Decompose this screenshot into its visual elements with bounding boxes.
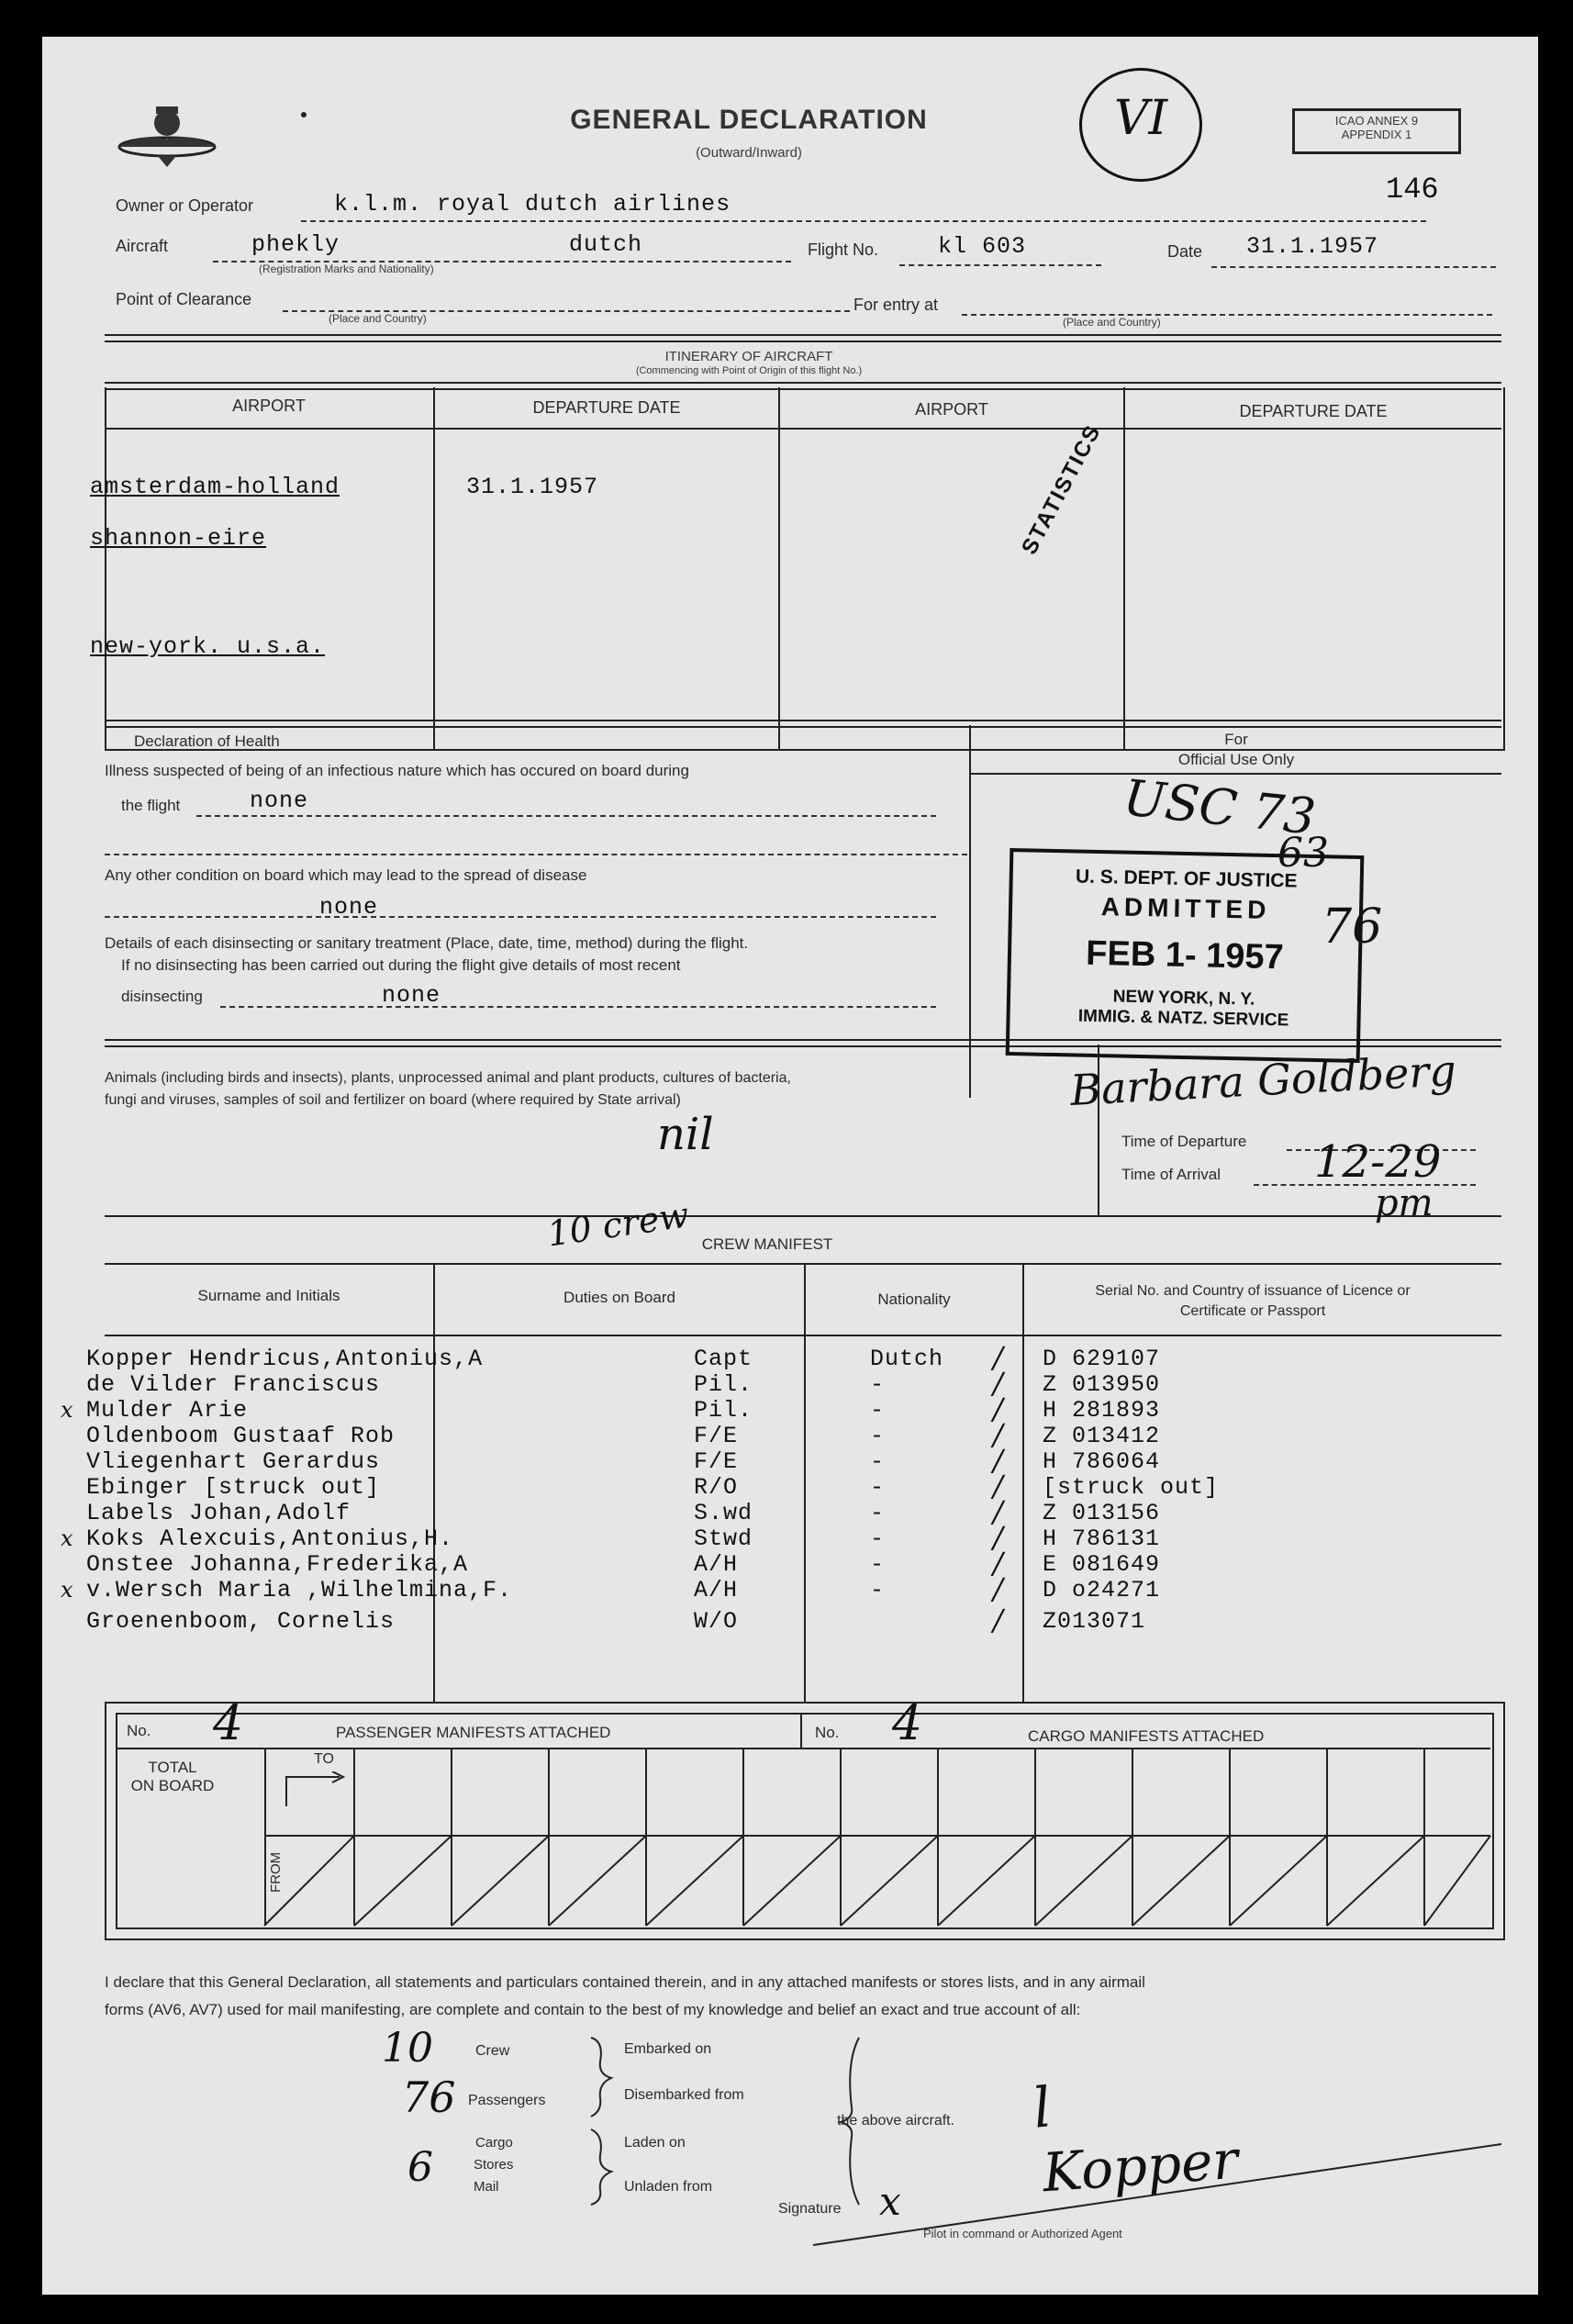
laden-label: Laden on: [624, 2135, 686, 2151]
crew-nationality: -: [870, 1577, 886, 1603]
crew-duty: A/H: [694, 1551, 739, 1578]
to-label: TO: [314, 1751, 334, 1767]
declaration-text-2: forms (AV6, AV7) used for mail manifesting, are complete and contain to the best of my knowledge and belief an exact and true account of all:: [105, 2001, 1081, 2018]
official-handwritten-code-2: 63: [1277, 830, 1329, 877]
crew-row: [42, 1603, 1538, 1637]
official-use-label-1: For: [1224, 731, 1248, 748]
embarked-label: Embarked on: [624, 2041, 712, 2057]
crew-count: 10: [382, 2025, 433, 2072]
health-title: Declaration of Health: [134, 732, 280, 750]
crew-nationality: -: [870, 1397, 886, 1424]
mail-count: 6: [407, 2144, 433, 2191]
passenger-manifests-label: PASSENGER MANIFESTS ATTACHED: [336, 1724, 611, 1741]
crew-manifest-title: CREW MANIFEST: [701, 1235, 833, 1253]
crew-duty: S.wd: [694, 1500, 753, 1526]
grid-diagonal-line: [264, 1836, 354, 1926]
unladen-label: Unladen from: [624, 2179, 713, 2195]
aircraft-nationality: dutch: [569, 231, 643, 258]
crew-col-nationality: Nationality: [877, 1290, 951, 1308]
crew-duty: R/O: [694, 1474, 739, 1501]
crew-name: Groenenboom, Cornelis: [86, 1608, 396, 1635]
crew-name: Mulder Arie: [86, 1397, 249, 1424]
health-q3-line-3: disinsecting: [121, 988, 203, 1005]
time-of-arrival-label: Time of Arrival: [1121, 1166, 1222, 1183]
itinerary-airport-3: new-york. u.s.a.: [90, 633, 326, 660]
health-answer-3: none: [382, 982, 441, 1009]
crew-row: [42, 1366, 1538, 1401]
health-q4-line-2: fungi and viruses, samples of soil and fertilizer on board (where required by State arrival): [105, 1092, 681, 1108]
itinerary-airport-1: amsterdam-holland: [90, 474, 340, 500]
cargo-count-label: Cargo: [475, 2135, 513, 2151]
crew-name: Ebinger [struck out]: [86, 1474, 381, 1501]
crew-row: [42, 1520, 1538, 1555]
crew-count-label: Crew: [475, 2043, 510, 2059]
flight-label: Flight No.: [808, 240, 879, 259]
health-q1: Illness suspected of being of an infectious nature which has occured on board during: [105, 762, 689, 779]
circled-mark: VI: [1079, 68, 1202, 182]
time-of-arrival-suffix: pm: [1375, 1182, 1434, 1224]
crew-handwritten-note: 10 crew: [544, 1194, 692, 1255]
manifest-grid: [116, 1748, 1492, 1927]
grid-diagonal-line: [743, 1836, 841, 1926]
crew-row: [42, 1340, 1538, 1375]
crew-tick-mark: /: [993, 1366, 1003, 1401]
crew-col-name: Surname and Initials: [197, 1287, 340, 1304]
crew-name: Kopper Hendricus,Antonius,A: [86, 1346, 484, 1372]
crew-serial: Z013071: [1043, 1608, 1146, 1635]
crew-tick-mark: /: [993, 1494, 1003, 1529]
grid-diagonal-line: [549, 1836, 646, 1926]
passenger-no-label: No.: [127, 1722, 151, 1739]
crew-duty: Pil.: [694, 1371, 753, 1398]
crew-serial: H 281893: [1043, 1397, 1161, 1424]
crew-nationality: -: [870, 1525, 886, 1552]
itinerary-col-airport-2: AIRPORT: [915, 400, 988, 419]
crew-duty: F/E: [694, 1423, 739, 1449]
crew-serial: Z 013950: [1043, 1371, 1161, 1398]
mail-count-label: Mail: [474, 2179, 499, 2195]
time-of-departure-label: Time of Departure: [1121, 1133, 1247, 1150]
crew-duty: Pil.: [694, 1397, 753, 1424]
declaration-brace-icon: [586, 2034, 622, 2208]
crew-tick-mark: /: [993, 1571, 1003, 1606]
itinerary-subtitle: (Commencing with Point of Origin of this flight No.): [635, 365, 863, 376]
grid-diagonal-line: [452, 1836, 549, 1926]
owner-label: Owner or Operator: [116, 196, 254, 215]
grid-diagonal-line: [1035, 1836, 1132, 1926]
immigration-admitted-stamp: U. S. DEPT. OF JUSTICE ADMITTED FEB 1- 1957 NEW YORK, N. Y. IMMIG. & NATZ. SERVICE: [1006, 848, 1365, 1063]
crew-serial: [struck out]: [1043, 1474, 1220, 1501]
ink-dot: [301, 112, 307, 117]
crew-row: [42, 1443, 1538, 1478]
crew-serial: H 786064: [1043, 1448, 1161, 1475]
official-handwritten-code: USC 73: [1121, 768, 1319, 846]
entry-hint: (Place and Country): [1063, 316, 1161, 329]
crew-nationality: -: [870, 1423, 886, 1449]
aircraft-label: Aircraft: [116, 237, 169, 255]
crew-tick-mark: /: [993, 1340, 1003, 1375]
health-q1-continued: the flight: [121, 797, 181, 814]
aircraft-hint: (Registration Marks and Nationality): [259, 263, 434, 275]
crew-row: [42, 1391, 1538, 1426]
grid-diagonal-line: [1424, 1836, 1490, 1926]
aircraft-registration: phekly: [251, 231, 340, 258]
crew-tick-mark: /: [993, 1443, 1003, 1478]
statistics-stamp: STATISTICS: [1017, 419, 1107, 559]
pilot-signature: Kopper: [1040, 2128, 1241, 2205]
crew-nationality: -: [870, 1474, 886, 1501]
crew-tick-mark: /: [993, 1520, 1003, 1555]
health-q3: Details of each disinsecting or sanitary treatment (Place, date, time, method) during the flight.: [105, 934, 749, 952]
grid-diagonal-line: [354, 1836, 452, 1926]
grid-diagonal-line: [646, 1836, 743, 1926]
passenger-count-label: Passengers: [468, 2093, 546, 2108]
flight-number: kl 603: [938, 233, 1027, 260]
crew-row: [42, 1494, 1538, 1529]
inspector-signature: Barbara Goldberg: [1068, 1045, 1457, 1115]
crew-nationality: -: [870, 1500, 886, 1526]
page-number: 146: [1386, 173, 1439, 207]
crew-row: [42, 1417, 1538, 1452]
crew-duty: F/E: [694, 1448, 739, 1475]
grid-diagonal-line: [1327, 1836, 1424, 1926]
cargo-manifest-count: 4: [892, 1696, 923, 1751]
cargo-no-label: No.: [815, 1724, 840, 1741]
crew-tick-mark: /: [993, 1546, 1003, 1581]
crew-nationality: Dutch: [870, 1346, 944, 1372]
crew-name: Koks Alexcuis,Antonius,H.: [86, 1525, 454, 1552]
from-label: FROM: [268, 1851, 284, 1893]
health-q3-line-2: If no disinsecting has been carried out during the flight give details of most recent: [121, 956, 681, 974]
crew-serial: D o24271: [1043, 1577, 1161, 1603]
crew-serial: Z 013156: [1043, 1500, 1161, 1526]
passenger-count: 76: [402, 2073, 456, 2122]
flight-date: 31.1.1957: [1246, 233, 1379, 260]
disembarked-label: Disembarked from: [624, 2087, 744, 2103]
time-of-arrival-value: 12-29: [1314, 1136, 1442, 1188]
crew-name: v.Wersch Maria ,Wilhelmina,F.: [86, 1577, 513, 1603]
aircraft-phrase: the above aircraft.: [837, 2113, 955, 2128]
grid-diagonal-line: [1132, 1836, 1230, 1926]
crew-row: [42, 1469, 1538, 1503]
date-label: Date: [1167, 242, 1203, 261]
crew-col-duties: Duties on Board: [563, 1289, 675, 1306]
icao-annex-box: ICAO ANNEX 9 APPENDIX 1: [1292, 108, 1461, 154]
crew-tick-mark: /: [993, 1391, 1003, 1426]
crew-serial: H 786131: [1043, 1525, 1161, 1552]
crew-name: Onstee Johanna,Frederika,A: [86, 1551, 469, 1578]
itinerary-date-1: 31.1.1957: [466, 474, 599, 500]
total-on-board-label: TOTAL ON BOARD: [130, 1759, 215, 1794]
pilot-authority-label: Pilot in command or Authorized Agent: [923, 2227, 1122, 2240]
crew-duty: W/O: [694, 1608, 739, 1635]
signature-x-mark: x: [879, 2179, 901, 2224]
crew-duty: A/H: [694, 1577, 739, 1603]
itinerary-title: ITINERARY OF AIRCRAFT: [664, 349, 833, 364]
health-q2: Any other condition on board which may lead to the spread of disease: [105, 866, 587, 884]
form-title: GENERAL DECLARATION: [570, 105, 928, 135]
form-subtitle: (Outward/Inward): [696, 145, 802, 161]
crew-duty: Stwd: [694, 1525, 753, 1552]
itinerary-col-airport: AIRPORT: [232, 397, 306, 415]
crew-serial: Z 013412: [1043, 1423, 1161, 1449]
crew-serial: E 081649: [1043, 1551, 1161, 1578]
crew-check-mark: x: [61, 1525, 74, 1551]
crew-serial: D 629107: [1043, 1346, 1161, 1372]
health-answer-1: none: [250, 788, 309, 814]
signature-stroke: [804, 2089, 1511, 2254]
itinerary-table: [105, 387, 1505, 751]
crew-tick-mark: /: [993, 1469, 1003, 1503]
health-answer-4: nil: [657, 1109, 714, 1160]
declaration-text-1: I declare that this General Declaration, all statements and particulars contained therein, and in any attached manifests or stores lists, and in any airmail: [105, 1973, 1145, 1991]
passenger-manifest-count: 4: [213, 1696, 244, 1751]
clearance-hint: (Place and Country): [329, 312, 427, 325]
itinerary-airport-2: shannon-eire: [90, 525, 267, 552]
stores-count-label: Stores: [474, 2157, 514, 2173]
crew-check-mark: x: [61, 1577, 74, 1603]
official-handwritten-count: 76: [1322, 899, 1383, 955]
crew-name: Labels Johan,Adolf: [86, 1500, 351, 1526]
crew-duty: Capt: [694, 1346, 753, 1372]
official-use-label-2: Official Use Only: [1177, 751, 1295, 768]
crew-check-mark: x: [61, 1397, 74, 1423]
crew-name: Oldenboom Gustaaf Rob: [86, 1423, 396, 1449]
crew-name: Vliegenhart Gerardus: [86, 1448, 381, 1475]
signature-label: Signature: [778, 2201, 842, 2217]
itinerary-col-departure-2: DEPARTURE DATE: [1239, 402, 1388, 420]
klm-crown-logo: [112, 99, 222, 173]
document-page: [42, 37, 1538, 2295]
crew-tick-mark: /: [993, 1417, 1003, 1452]
health-answer-2: none: [319, 894, 379, 921]
crew-tick-mark: /: [993, 1603, 1003, 1637]
crew-nationality: -: [870, 1371, 886, 1398]
clearance-label: Point of Clearance: [116, 290, 252, 308]
crew-col-serial: Serial No. and Country of issuance of Licence or Certificate or Passport: [1095, 1283, 1411, 1319]
crew-row: [42, 1546, 1538, 1581]
cargo-manifests-label: CARGO MANIFESTS ATTACHED: [1028, 1727, 1265, 1745]
owner-value: k.l.m. royal dutch airlines: [334, 191, 731, 218]
grid-diagonal-line: [1230, 1836, 1327, 1926]
crew-nationality: -: [870, 1448, 886, 1475]
pilot-initial-mark: l: [1030, 2075, 1054, 2141]
entry-label: For entry at: [853, 296, 939, 314]
grid-diagonal-line: [938, 1836, 1035, 1926]
crew-nationality: -: [870, 1551, 886, 1578]
crew-name: de Vilder Franciscus: [86, 1371, 381, 1398]
grid-diagonal-line: [841, 1836, 938, 1926]
health-q4: Animals (including birds and insects), plants, unprocessed animal and plant products, cultures of bacteria,: [105, 1070, 791, 1086]
crew-row: [42, 1571, 1538, 1606]
itinerary-col-departure: DEPARTURE DATE: [532, 398, 681, 417]
